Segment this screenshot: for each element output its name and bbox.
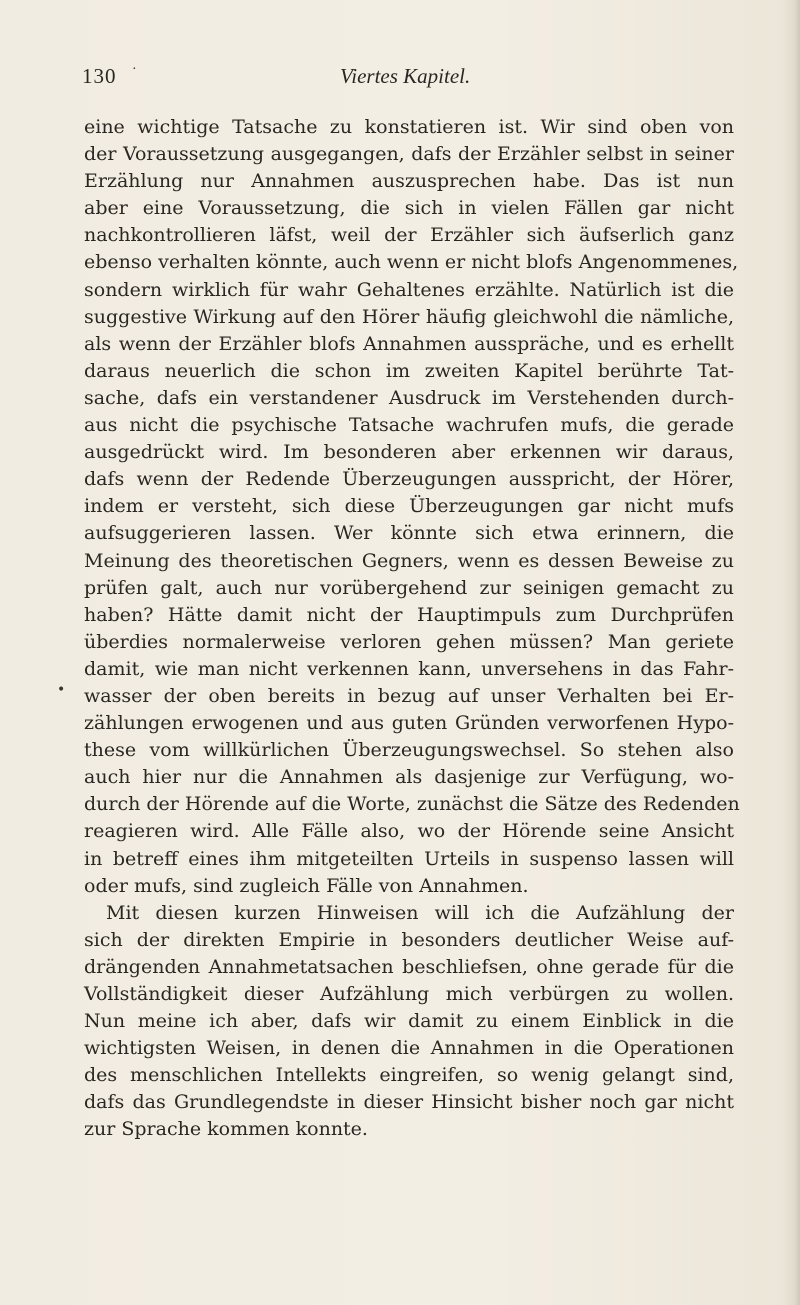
text-line: wichtigsten Weisen, in denen die Annahmen in die Operationen	[84, 1037, 734, 1060]
paragraph-end-line: oder mufs, sind zugleich Fälle von Annahmen.	[84, 874, 529, 897]
paragraph-start-line: Mit diesen kurzen Hinweisen will ich die Aufzählung der	[106, 901, 734, 924]
text-line: suggestive Wirkung auf den Hörer häufig gleichwohl die nämliche,	[84, 305, 734, 328]
page-header	[82, 64, 722, 94]
text-line: haben? Hätte damit nicht der Hauptimpuls zum Durchprüfen	[84, 603, 734, 626]
text-line: nachkontrollieren läfst, weil der Erzähler sich äufserlich ganz	[84, 224, 734, 247]
text-line: aber eine Voraussetzung, die sich in vielen Fällen gar nicht	[84, 197, 734, 220]
text-line: these vom willkürlichen Überzeugungswechsel. So stehen also	[84, 739, 734, 762]
text-line: reagieren wird. Alle Fälle also, wo der Hörende seine Ansicht	[84, 820, 734, 843]
text-line: sich der direkten Empirie in besonders deutlicher Weise auf-	[84, 928, 734, 951]
text-line: eine wichtige Tatsache zu konstatieren ist. Wir sind oben von	[84, 116, 734, 138]
page-number-mark: ·	[132, 62, 137, 77]
text-line: aufsuggerieren lassen. Wer könnte sich etwa erinnern, die	[84, 522, 734, 545]
page-edge-shadow	[782, 0, 800, 1305]
text-line: sondern wirklich für wahr Gehaltenes erzählte. Natürlich ist die	[84, 278, 734, 301]
text-line: sache, dafs ein verstandener Ausdruck im Verstehenden durch-	[84, 386, 734, 409]
text-line: zählungen erwogenen und aus guten Gründen verworfenen Hypo-	[84, 712, 734, 735]
text-line: Vollständigkeit dieser Aufzählung mich verbürgen zu wollen.	[84, 983, 734, 1005]
text-line: Nun meine ich aber, dafs wir damit zu einem Einblick in die	[84, 1010, 734, 1033]
text-line: aus nicht die psychische Tatsache wachrufen mufs, die gerade	[84, 414, 734, 437]
text-line: drängenden Annahmetatsachen beschliefsen, ohne gerade für die	[84, 955, 734, 978]
text-line: indem er versteht, sich diese Überzeugungen gar nicht mufs	[84, 495, 734, 518]
text-line: dafs wenn der Redende Überzeugungen ausspricht, der Hörer,	[84, 468, 734, 491]
text-line: als wenn der Erzähler blofs Annahmen ausspräche, und es erhellt	[84, 332, 734, 355]
text-line: in betreff eines ihm mitgeteilten Urteils in suspenso lassen will	[84, 847, 734, 870]
text-line: ausgedrückt wird. Im besonderen aber erkennen wir daraus,	[84, 441, 734, 464]
text-line: überdies normalerweise verloren gehen müssen? Man geriete	[84, 630, 734, 653]
text-line: dafs das Grundlegendste in dieser Hinsicht bisher noch gar nicht	[84, 1091, 734, 1114]
text-line: daraus neuerlich die schon im zweiten Kapitel berührte Tat-	[84, 359, 734, 382]
text-line: Meinung des theoretischen Gegners, wenn es dessen Beweise zu	[84, 549, 734, 572]
page-number: 130	[82, 64, 117, 88]
text-line: ebenso verhalten könnte, auch wenn er nicht blofs Angenommenes,	[84, 251, 739, 274]
text-line: des menschlichen Intellekts eingreifen, so wenig gelangt sind,	[84, 1064, 734, 1087]
text-line: durch der Hörende auf die Worte, zunächst die Sätze des Redenden	[84, 793, 740, 816]
text-line: wasser der oben bereits in bezug auf unser Verhalten bei Er-	[84, 684, 734, 707]
text-line: Erzählung nur Annahmen auszusprechen habe. Das ist nun	[84, 170, 734, 193]
text-line: auch hier nur die Annahmen als dasjenige zur Verfügung, wo-	[84, 766, 734, 789]
text-line: damit, wie man nicht verkennen kann, unversehens in das Fahr-	[84, 657, 734, 680]
text-line: prüfen galt, auch nur vorübergehend zur seinigen gemacht zu	[84, 576, 734, 599]
text-line: der Voraussetzung ausgegangen, dafs der Erzähler selbst in seiner	[84, 143, 734, 166]
paragraph-end-line: zur Sprache kommen konnte.	[84, 1118, 368, 1141]
body-text	[84, 114, 740, 1144]
running-title: Viertes Kapitel.	[340, 64, 471, 88]
margin-dot-mark: •	[57, 682, 66, 698]
